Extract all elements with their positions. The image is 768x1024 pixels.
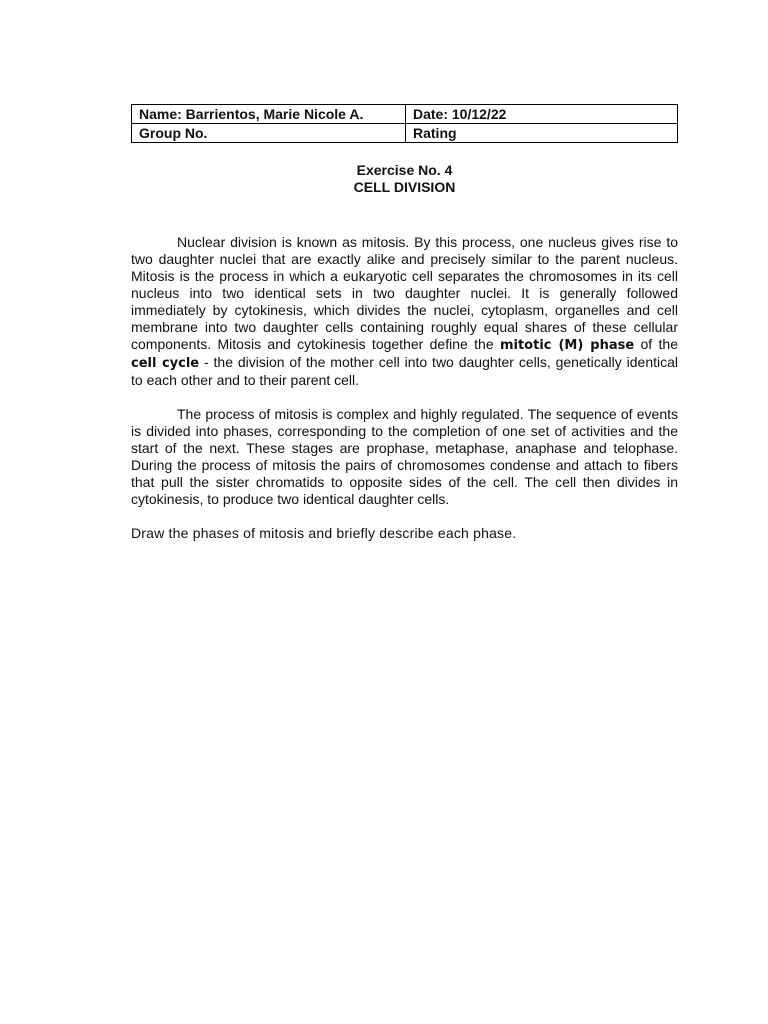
document-page [131, 104, 678, 542]
table-row [132, 105, 678, 124]
rating-cell: Rating [406, 124, 678, 143]
term-cell-cycle: cell cycle [131, 356, 200, 371]
date-cell: Date: 10/12/22 [406, 105, 678, 124]
paragraph-text: - the division of the mother cell into two daughter cells, genetically identical to each other and to their parent cell. [131, 354, 678, 388]
paragraph-text: Nuclear division is known as mitosis. By this process, one nucleus gives rise to two daughter nuclei that are exactly alike and precisely similar to the parent nucleus. Mitosis is the process in which a eukaryotic cell separates the chromosomes in its cell nucleus into two identical sets in two daughter nuclei. It is generally followed immediately by cytokinesis, which divides the nuclei, cytoplasm, organelles and cell membrane into two daughter cells containing roughly equal shares of these cellular components. Mitosis and cytokinesis together define the [131, 234, 678, 352]
paragraph-mitosis-process: The process of mitosis is complex and highly regulated. The sequence of events is divided into phases, corresponding to the completion of one set of activities and the start of the next. These stages are prophase, metaphase, anaphase and telophase. During the process of mitosis the pairs of chromosomes condense and attach to fibers that pull the sister chromatids to opposite sides of the cell. The cell then divides in cytokinesis, to produce two identical daughter cells. [131, 406, 678, 507]
name-cell: Name: Barrientos, Marie Nicole A. [132, 105, 406, 124]
term-mitotic-phase: mitotic (M) phase [499, 338, 635, 353]
instruction-text: Draw the phases of mitosis and briefly describe each phase. [131, 525, 517, 541]
paragraph-mitosis-intro [131, 234, 678, 389]
paragraph-text: of the [634, 336, 678, 352]
table-row [132, 124, 678, 143]
student-info-table [131, 104, 678, 143]
group-cell: Group No. [132, 124, 406, 143]
exercise-heading: Exercise No. 4 [356, 162, 453, 178]
topic-heading: CELL DIVISION [353, 179, 456, 195]
